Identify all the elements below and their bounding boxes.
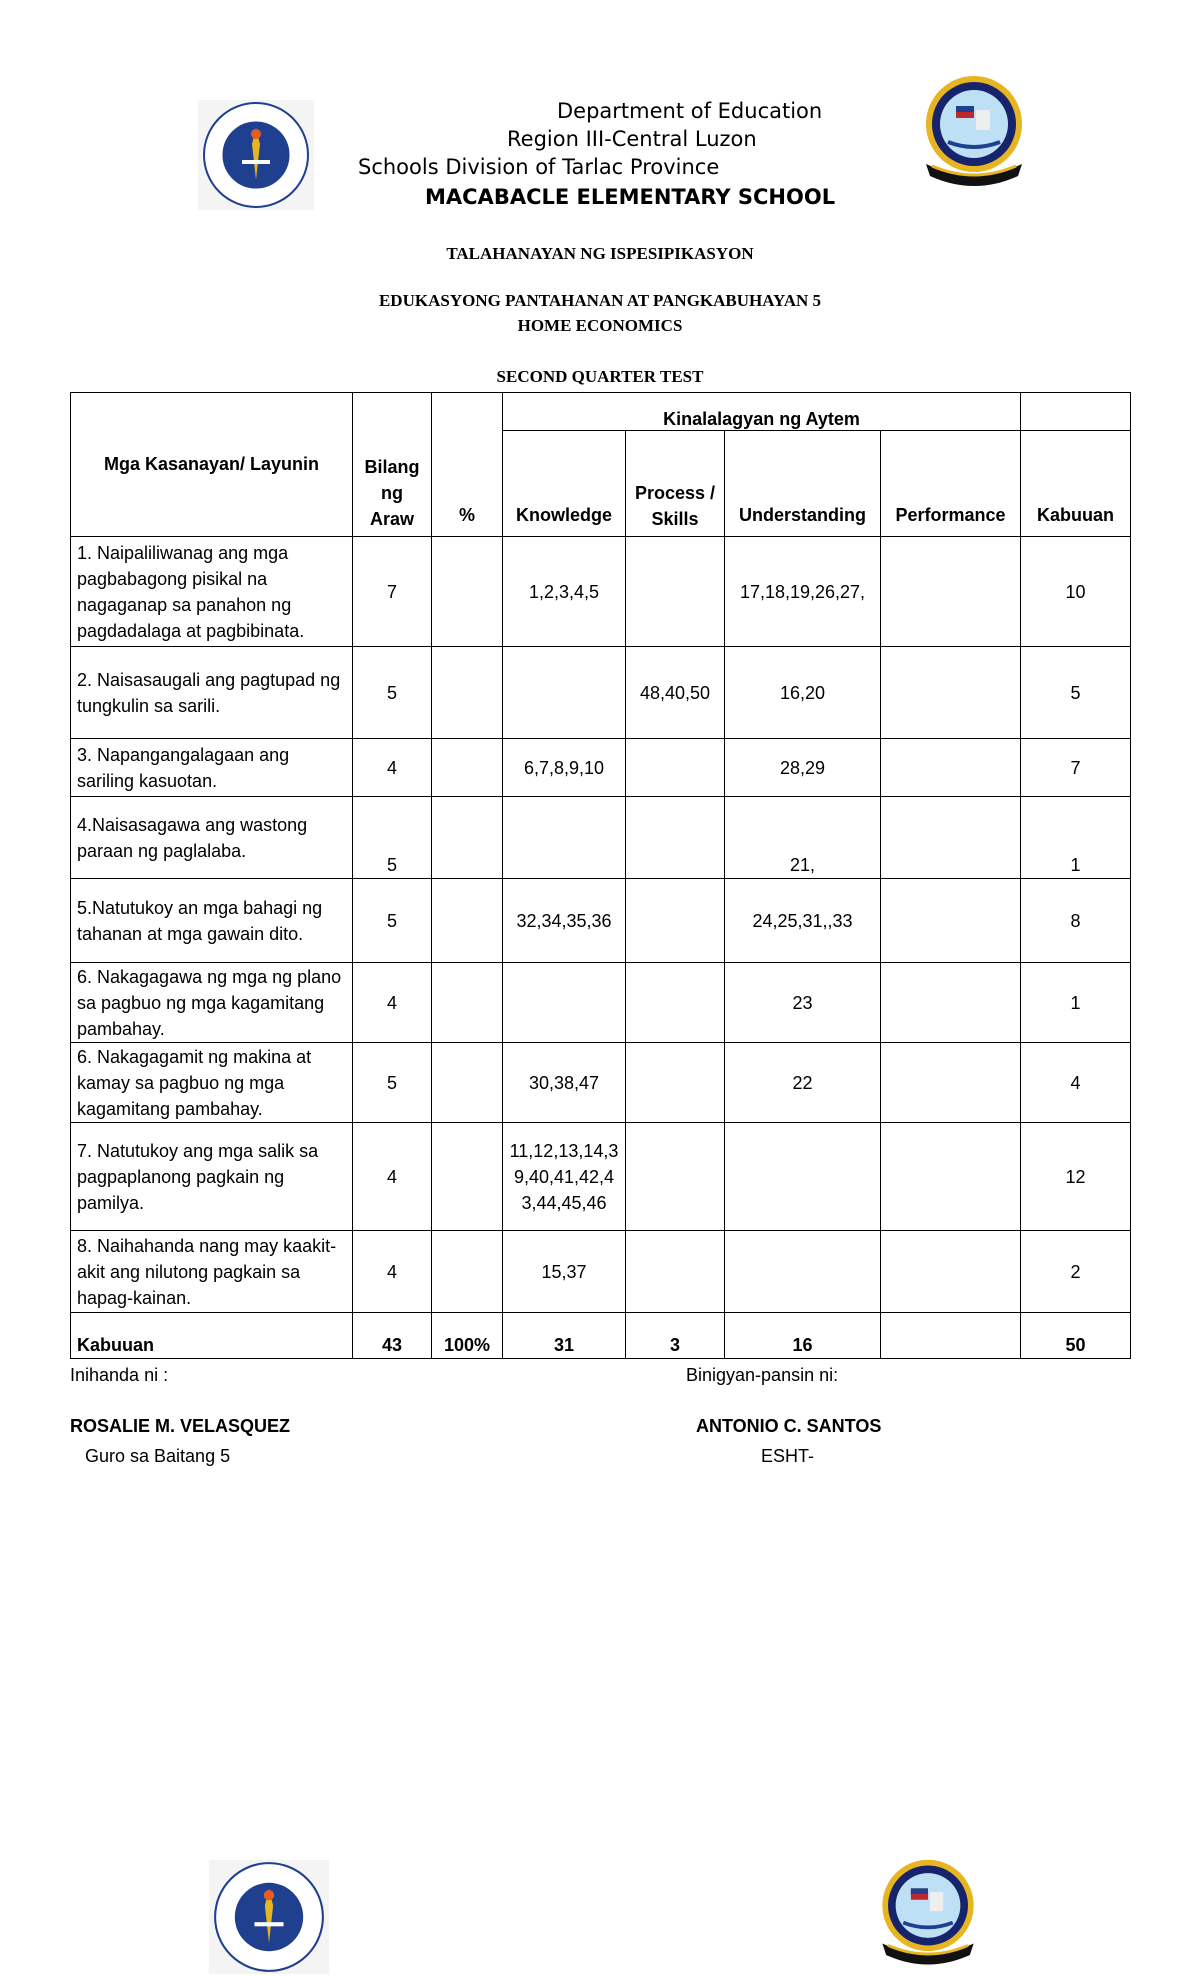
test-title: SECOND QUARTER TEST (496, 367, 704, 386)
row-process (626, 1231, 725, 1313)
deped-seal-logo-bottom (208, 1860, 330, 1974)
row-percent (432, 1231, 503, 1313)
row-total: 12 (1021, 1123, 1131, 1231)
row-total: 1 (1021, 963, 1131, 1043)
row-days: 4 (353, 963, 432, 1043)
row-days: 5 (353, 1043, 432, 1123)
header-days: Bilang ng Araw (353, 393, 432, 537)
row-knowledge: 11,12,13,14,39,40,41,42,43,44,45,46 (503, 1123, 626, 1231)
row-days: 4 (353, 1123, 432, 1231)
row-objective: 4.Naisasagawa ang wastong paraan ng paglalaba. (71, 797, 353, 879)
totals-days: 43 (353, 1313, 432, 1359)
table-row (71, 1123, 1131, 1231)
row-percent (432, 797, 503, 879)
row-understanding: 24,25,31,,33 (725, 879, 881, 963)
region-name: Region III-Central Luzon (507, 127, 757, 151)
subject-subtitle: HOME ECONOMICS (517, 316, 683, 335)
school-seal-logo-bottom (872, 1856, 984, 1974)
row-process (626, 879, 725, 963)
row-objective: 5.Natutukoy an mga bahagi ng tahanan at mga gawain dito. (71, 879, 353, 963)
preparer-name: ROSALIE M. VELASQUEZ (70, 1416, 291, 1436)
row-performance (881, 647, 1021, 739)
row-understanding: 22 (725, 1043, 881, 1123)
row-percent (432, 879, 503, 963)
row-objective: 6. Nakagagawa ng mga ng plano sa pagbuo ng mga kagamitang pambahay. (71, 963, 353, 1043)
header-percent: % (432, 393, 503, 537)
row-understanding: 21, (725, 797, 881, 879)
row-process (626, 1043, 725, 1123)
row-percent (432, 1043, 503, 1123)
row-days: 5 (353, 647, 432, 739)
totals-performance (881, 1313, 1021, 1359)
header-total: Kabuuan (1021, 431, 1131, 537)
row-total: 10 (1021, 537, 1131, 647)
row-days: 4 (353, 1231, 432, 1313)
header-blank (1021, 393, 1131, 431)
table-row (71, 1231, 1131, 1313)
row-process (626, 537, 725, 647)
row-objective: 2. Naisasaugali ang pagtupad ng tungkulin sa sarili. (71, 647, 353, 739)
subject-title: EDUKASYONG PANTAHANAN AT PANGKABUHAYAN 5 (378, 291, 822, 310)
row-percent (432, 1123, 503, 1231)
noted-by-label: Binigyan-pansin ni: (686, 1365, 839, 1385)
row-performance (881, 739, 1021, 797)
row-percent (432, 647, 503, 739)
row-process (626, 1123, 725, 1231)
row-knowledge: 1,2,3,4,5 (503, 537, 626, 647)
deped-seal-logo (198, 100, 314, 210)
school-seal-logo (918, 72, 1030, 196)
row-days: 5 (353, 797, 432, 879)
dept-name: Department of Education (557, 99, 823, 123)
totals-knowledge: 31 (503, 1313, 626, 1359)
totals-row (71, 1313, 1131, 1359)
row-understanding: 16,20 (725, 647, 881, 739)
row-objective: 1. Naipaliliwanag ang mga pagbabagong pisikal na nagaganap sa panahon ng pagdadalaga at pagbibinata. (71, 537, 353, 647)
row-total: 8 (1021, 879, 1131, 963)
table-row (71, 739, 1131, 797)
row-days: 7 (353, 537, 432, 647)
row-total: 5 (1021, 647, 1131, 739)
row-understanding (725, 1231, 881, 1313)
row-process (626, 963, 725, 1043)
row-process (626, 797, 725, 879)
header-placement: Kinalalagyan ng Aytem (503, 393, 1021, 431)
table-row (71, 879, 1131, 963)
noter-title: ESHT- (761, 1446, 815, 1466)
table-row (71, 797, 1131, 879)
preparer-title: Guro sa Baitang 5 (85, 1446, 231, 1466)
row-knowledge: 15,37 (503, 1231, 626, 1313)
header-performance: Performance (881, 431, 1021, 537)
totals-label: Kabuuan (71, 1313, 353, 1359)
row-knowledge: 6,7,8,9,10 (503, 739, 626, 797)
row-performance (881, 1043, 1021, 1123)
row-performance (881, 797, 1021, 879)
row-understanding: 28,29 (725, 739, 881, 797)
header-objectives: Mga Kasanayan/ Layunin (71, 393, 353, 537)
row-total: 2 (1021, 1231, 1131, 1313)
row-percent (432, 963, 503, 1043)
totals-process: 3 (626, 1313, 725, 1359)
division-name: Schools Division of Tarlac Province (358, 155, 720, 179)
row-knowledge (503, 797, 626, 879)
row-process (626, 739, 725, 797)
prepared-by-label: Inihanda ni : (70, 1365, 169, 1385)
row-performance (881, 963, 1021, 1043)
row-percent (432, 739, 503, 797)
school-name: MACABACLE ELEMENTARY SCHOOL (425, 185, 836, 209)
table-row (71, 963, 1131, 1043)
row-process: 48,40,50 (626, 647, 725, 739)
table-row (71, 537, 1131, 647)
table-row (71, 647, 1131, 739)
row-performance (881, 879, 1021, 963)
row-days: 4 (353, 739, 432, 797)
header-understanding: Understanding (725, 431, 881, 537)
row-performance (881, 1123, 1021, 1231)
header-process: Process / Skills (626, 431, 725, 537)
noter-name: ANTONIO C. SANTOS (696, 1416, 882, 1436)
row-objective: 3. Napangangalagaan ang sariling kasuotan. (71, 739, 353, 797)
row-performance (881, 1231, 1021, 1313)
header-knowledge: Knowledge (503, 431, 626, 537)
row-total: 4 (1021, 1043, 1131, 1123)
row-objective: 8. Naihahanda nang may kaakit-akit ang nilutong pagkain sa hapag-kainan. (71, 1231, 353, 1313)
row-objective: 6. Nakagagamit ng makina at kamay sa pagbuo ng mga kagamitang pambahay. (71, 1043, 353, 1123)
row-understanding: 23 (725, 963, 881, 1043)
row-knowledge (503, 647, 626, 739)
row-knowledge: 32,34,35,36 (503, 879, 626, 963)
row-knowledge (503, 963, 626, 1043)
row-understanding (725, 1123, 881, 1231)
row-percent (432, 537, 503, 647)
row-understanding: 17,18,19,26,27, (725, 537, 881, 647)
row-total: 7 (1021, 739, 1131, 797)
totals-total: 50 (1021, 1313, 1131, 1359)
row-performance (881, 537, 1021, 647)
row-objective: 7. Natutukoy ang mga salik sa pagpaplanong pagkain ng pamilya. (71, 1123, 353, 1231)
totals-percent: 100% (432, 1313, 503, 1359)
doc-title: TALAHANAYAN NG ISPESIPIKASYON (446, 244, 754, 263)
table-row (71, 1043, 1131, 1123)
row-knowledge: 30,38,47 (503, 1043, 626, 1123)
totals-understanding: 16 (725, 1313, 881, 1359)
row-total: 1 (1021, 797, 1131, 879)
row-days: 5 (353, 879, 432, 963)
specification-table (70, 392, 1131, 1359)
